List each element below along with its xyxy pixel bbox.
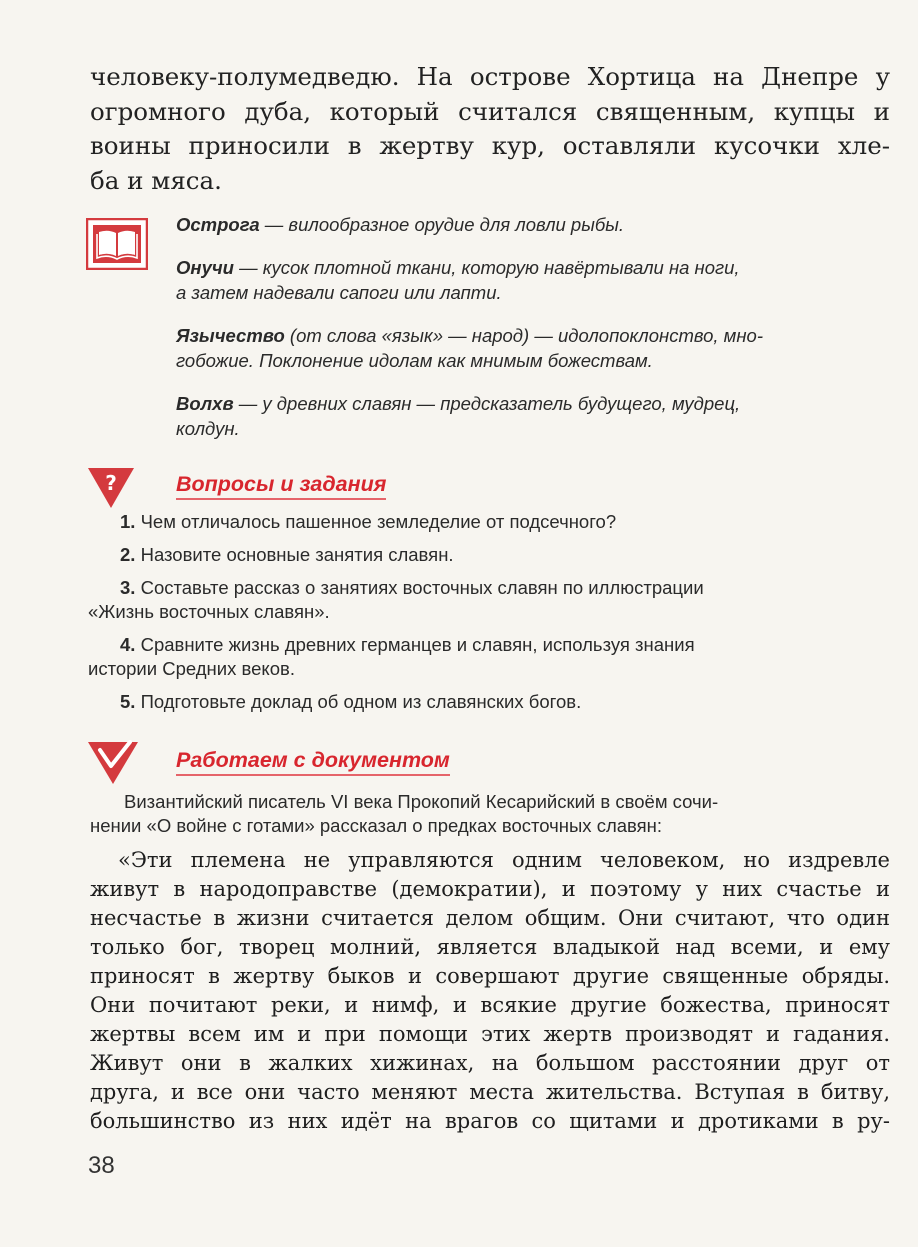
intro-line: воины приносили в жертву кур, оставляли кусочки хле- xyxy=(90,131,890,160)
question-number: 1. xyxy=(120,511,136,532)
glossary-definition: колдун. xyxy=(176,418,240,439)
question-number: 4. xyxy=(120,634,136,655)
question-item xyxy=(120,690,886,714)
document-intro-line: Византийский писатель VI века Прокопий Кесарийский в своём сочи- xyxy=(124,791,719,812)
question-item xyxy=(88,633,886,681)
questions-list xyxy=(88,510,886,723)
quote-line: «Эти племена не управляются одним человеком, но издревле xyxy=(118,848,890,872)
question-text: Составьте рассказ о занятиях восточных славян по иллюстрации xyxy=(140,577,704,598)
page-number: 38 xyxy=(88,1152,115,1179)
question-number: 5. xyxy=(120,691,136,712)
quote-line: жертвы всем им и при помощи этих жертв производят и гадания. xyxy=(90,1022,890,1046)
quote-line: друга, и все они часто меняют места жительства. Вступая в битву, xyxy=(90,1080,890,1104)
intro-line: ба и мяса. xyxy=(90,165,222,195)
glossary-term: Онучи xyxy=(176,257,234,278)
questions-title: Вопросы и задания xyxy=(176,472,386,500)
document-quote xyxy=(90,846,890,1136)
question-text: «Жизнь восточных славян». xyxy=(88,601,330,622)
question-text: Подготовьте доклад об одном из славянских богов. xyxy=(140,691,582,712)
glossary-definition: (от слова «язык» — народ) — идолопоклонство, мно- xyxy=(289,325,763,346)
question-text: Назовите основные занятия славян. xyxy=(140,544,454,565)
glossary-definition: — у древних славян — предсказатель будущего, мудрец, xyxy=(238,393,741,414)
glossary-definition: — кусок плотной ткани, которую навёртывали на ноги, xyxy=(239,257,740,278)
glossary-entry xyxy=(176,391,886,441)
intro-line: огромного дуба, который считался священным, купцы и xyxy=(90,96,890,126)
question-item xyxy=(120,543,886,567)
quote-line: Они почитают реки, и нимф, и всякие другие божества, приносят xyxy=(90,993,890,1017)
question-number: 3. xyxy=(120,577,136,598)
document-intro-line: нении «О войне с готами» рассказал о предках восточных славян: xyxy=(90,815,663,836)
glossary-entry xyxy=(176,212,886,237)
glossary-term: Волхв xyxy=(176,393,234,414)
quote-line: живут в народоправстве (демократии), и поэтому у них счастье и xyxy=(90,877,890,901)
quote-line: приносят в жертву быков и совершают другие священные обряды. xyxy=(90,964,890,988)
question-number: 2. xyxy=(120,544,136,565)
glossary-term: Острога xyxy=(176,214,260,235)
glossary-entry xyxy=(176,323,886,373)
quote-line: Живут они в жалких хижинах, на большом расстоянии друг от xyxy=(90,1051,890,1075)
question-text: Чем отличалось пашенное земледелие от подсечного? xyxy=(140,511,617,532)
glossary-definition: а затем надевали сапоги или лапти. xyxy=(176,282,502,303)
book-icon xyxy=(86,218,148,270)
document-title: Работаем с документом xyxy=(176,748,450,776)
checkmark-icon xyxy=(86,740,140,786)
glossary-definition: гобожие. Поклонение идолам как мнимым божествам. xyxy=(176,350,653,371)
glossary-definition: — вилообразное орудие для ловли рыбы. xyxy=(264,214,624,235)
glossary-entry xyxy=(176,255,886,305)
quote-line: несчастье в жизни считается делом общим. Они считают, что один xyxy=(90,906,890,930)
quote-line: большинство из них идёт на врагов со щитами и дротиками в ру- xyxy=(90,1109,890,1133)
intro-line: человеку-полумедведю. На острове Хортица на Днепре у xyxy=(90,62,890,91)
question-item xyxy=(120,510,886,534)
document-intro xyxy=(90,790,886,838)
glossary xyxy=(176,212,886,459)
intro-paragraph xyxy=(90,60,890,198)
question-item xyxy=(88,576,886,624)
question-icon xyxy=(86,466,136,510)
quote-line: только бог, творец молний, является владыкой над всеми, и ему xyxy=(90,935,890,959)
glossary-term: Язычество xyxy=(176,325,285,346)
question-text: истории Средних веков. xyxy=(88,658,295,679)
svg-text:?: ? xyxy=(105,471,117,495)
question-text: Сравните жизнь древних германцев и славян, используя знания xyxy=(140,634,695,655)
